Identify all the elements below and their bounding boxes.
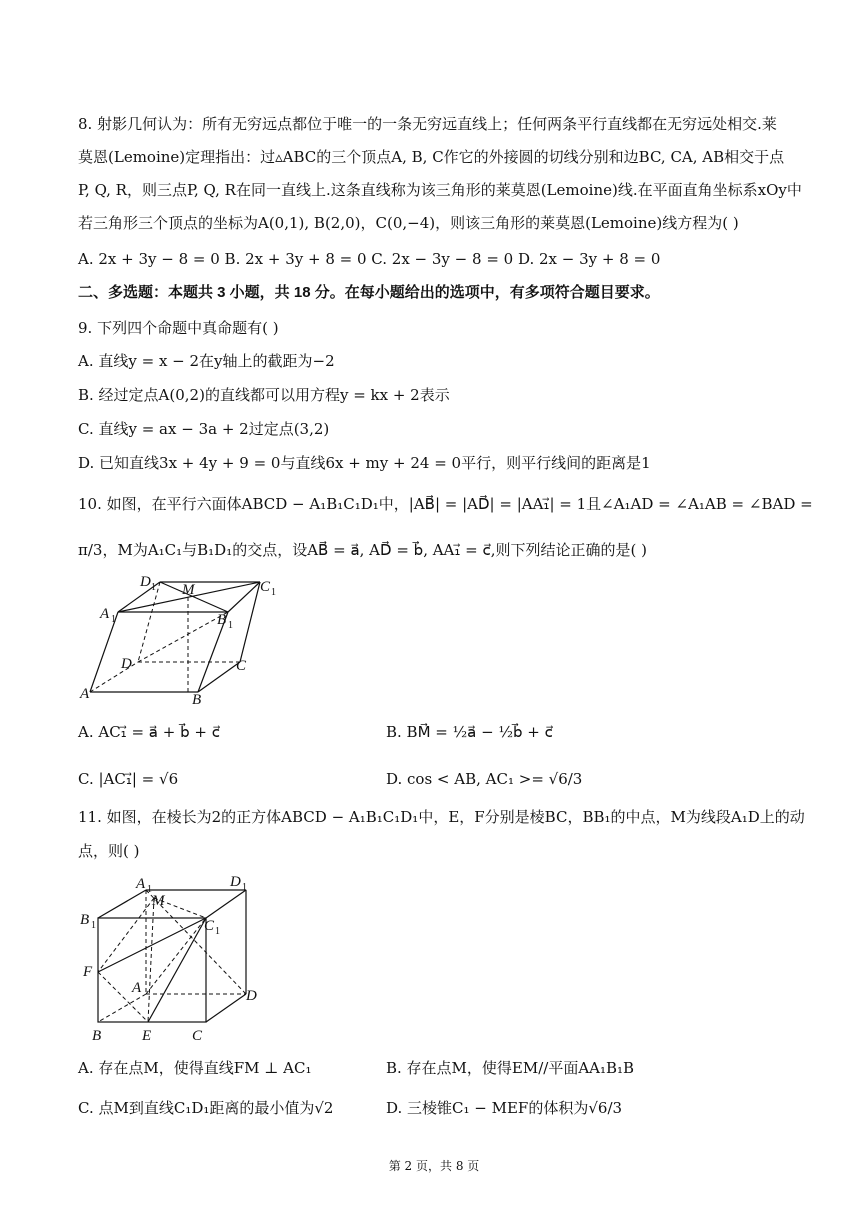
cube-figure bbox=[78, 872, 278, 1047]
label-M: M bbox=[182, 582, 195, 598]
page-footer: 第 2 页，共 8 页 bbox=[388, 1159, 480, 1173]
q9-option-b: B. 经过定点A(0,2)的直线都可以用方程y = kx + 2表示 bbox=[78, 386, 450, 404]
q10-option-b: B. BM⃗ = ½a⃗ − ½b⃗ + c⃗ bbox=[386, 723, 553, 741]
label-C1: C bbox=[204, 918, 215, 934]
label-B1: B bbox=[217, 612, 227, 628]
q10-line-2: π/3，M为A₁C₁与B₁D₁的交点，设AB⃗ = a⃗, AD⃗ = b⃗, AA₁⃗ = c⃗,则下列结论正确的是( ) bbox=[78, 541, 647, 559]
q9-option-d: D. 已知直线3x + 4y + 9 = 0与直线6x + my + 24 = 0平行，则平行线间的距离是1 bbox=[78, 454, 651, 472]
label-B1-sub: 1 bbox=[91, 920, 96, 931]
label-C1: C bbox=[260, 579, 271, 595]
label-A1-sub: 1 bbox=[147, 884, 152, 895]
label-A: A bbox=[80, 686, 90, 702]
label-M: M bbox=[152, 893, 165, 909]
label-C: C bbox=[236, 658, 247, 674]
label-D: D bbox=[121, 656, 132, 672]
label-B1-sub: 1 bbox=[228, 620, 233, 631]
label-A: A bbox=[132, 980, 142, 996]
label-D1: D bbox=[230, 874, 241, 890]
q8-line-4: 若三角形三个顶点的坐标为A(0,1), B(2,0)，C(0,−4)，则该三角形的莱莫恩(Lemoine)线方程为( ) bbox=[78, 214, 739, 232]
q9-option-a: A. 直线y = x − 2在y轴上的截距为−2 bbox=[78, 352, 335, 370]
q11-option-a: A. 存在点M，使得直线FM ⊥ AC₁ bbox=[78, 1059, 312, 1077]
label-A1: A bbox=[100, 606, 110, 622]
q8-line-2: 莫恩(Lemoine)定理指出：过▵ABC的三个顶点A, B, C作它的外接圆的切线分别和边BC, CA, AB相交于点 bbox=[78, 148, 785, 166]
label-E: E bbox=[142, 1028, 152, 1044]
q11-option-d: D. 三棱锥C₁ − MEF的体积为√6/3 bbox=[386, 1099, 623, 1117]
q8-line-1: 8. 射影几何认为：所有无穷远点都位于唯一的一条无穷远直线上；任何两条平行直线都在无穷远处相交.莱 bbox=[78, 115, 777, 133]
label-D1-sub: 1 bbox=[151, 582, 156, 593]
label-C1-sub: 1 bbox=[215, 926, 220, 937]
q9-option-c: C. 直线y = ax − 3a + 2过定点(3,2) bbox=[78, 420, 330, 438]
label-C1-sub: 1 bbox=[271, 587, 276, 598]
q10-option-d: D. cos < AB, AC₁ >= √6/3 bbox=[386, 770, 583, 788]
q11-option-b: B. 存在点M，使得EM//平面AA₁B₁B bbox=[386, 1059, 635, 1077]
q10-option-a: A. AC₁⃗ = a⃗ + b⃗ + c⃗ bbox=[78, 723, 220, 741]
label-C: C bbox=[192, 1028, 203, 1044]
q11-option-c: C. 点M到直线C₁D₁距离的最小值为√2 bbox=[78, 1099, 334, 1117]
label-A1: A bbox=[136, 876, 146, 892]
label-B: B bbox=[92, 1028, 102, 1044]
q8-line-3: P, Q, R，则三点P, Q, R在同一直线上.这条直线称为该三角形的莱莫恩(Lemoine)线.在平面直角坐标系xOy中 bbox=[78, 181, 802, 199]
q8-options: A. 2x + 3y − 8 = 0 B. 2x + 3y + 8 = 0 C. 2x − 3y − 8 = 0 D. 2x − 3y + 8 = 0 bbox=[78, 250, 661, 268]
q11-line-1: 11. 如图，在棱长为2的正方体ABCD − A₁B₁C₁D₁中，E，F分别是棱BC，BB₁的中点，M为线段A₁D上的动 bbox=[78, 808, 805, 826]
label-D1-sub: 1 bbox=[242, 882, 247, 893]
q10-line-1: 10. 如图，在平行六面体ABCD − A₁B₁C₁D₁中，|AB⃗| = |AD⃗| = |AA₁⃗| = 1且∠A₁AD = ∠A₁AB = ∠BAD = bbox=[78, 495, 813, 513]
label-B1: B bbox=[80, 912, 90, 928]
q9-stem: 9. 下列四个命题中真命题有( ) bbox=[78, 319, 279, 337]
q11-line-2: 点，则( ) bbox=[78, 842, 140, 860]
label-D: D bbox=[246, 988, 257, 1004]
section-2-header: 二、多选题：本题共 3 小题，共 18 分。在每小题给出的选项中，有多项符合题目要求。 bbox=[78, 284, 660, 301]
label-D1: D bbox=[140, 574, 151, 590]
label-F: F bbox=[83, 964, 93, 980]
label-B: B bbox=[192, 692, 202, 708]
parallelepiped-figure bbox=[78, 570, 288, 710]
q10-option-c: C. |AC₁⃗| = √6 bbox=[78, 770, 179, 788]
label-A1-sub: 1 bbox=[111, 614, 116, 625]
